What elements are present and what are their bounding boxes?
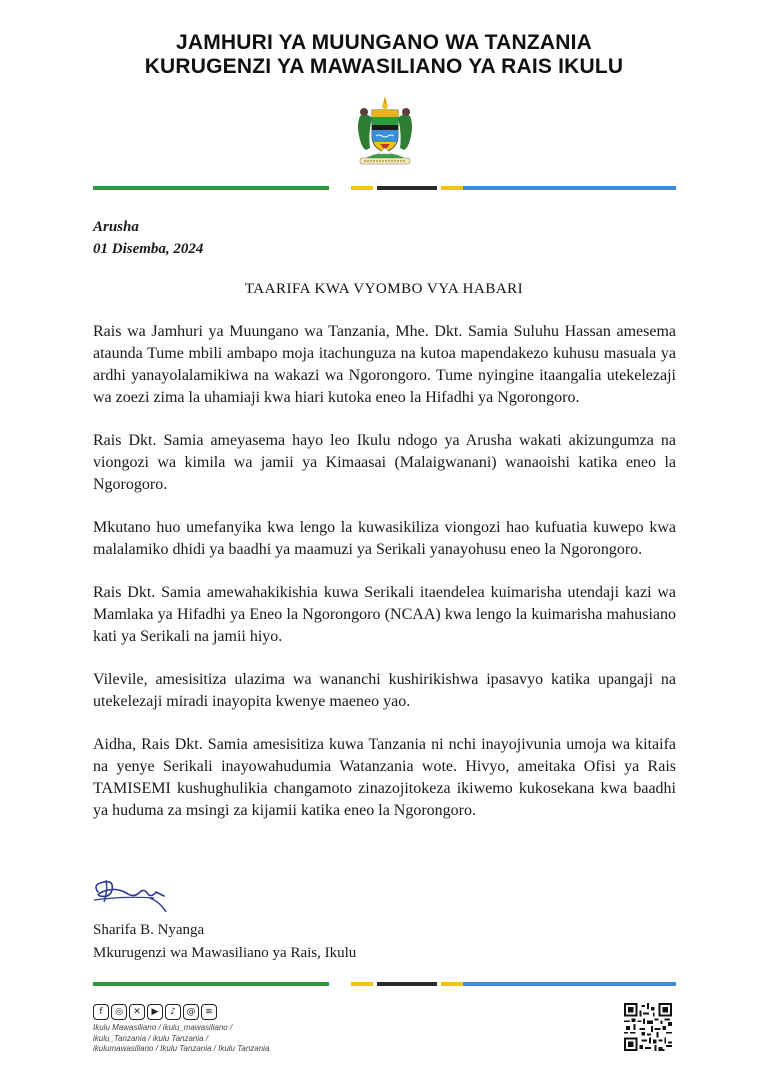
coat-of-arms-icon [350, 94, 420, 166]
body-paragraph: Vilevile, amesisitiza ulazima wa wananchi kushirikishwa ipasavyo katika upangaji na utekelezaji miradi inayopita kwenye maeneo yao. [93, 671, 676, 710]
facebook-icon[interactable]: f [93, 1004, 109, 1020]
signatory-title: Mkurugenzi wa Mawasiliano ya Rais, Ikulu [93, 945, 357, 961]
header-title-line-1: JAMHURI YA MUUNGANO WA TANZANIA [175, 31, 593, 54]
letter-date: 01 Disemba, 2024 [93, 241, 204, 257]
signatory-name: Sharifa B. Nyanga [93, 922, 205, 938]
instagram-icon[interactable]: ◎ [111, 1004, 127, 1020]
handwritten-signature [88, 872, 180, 920]
spotify-icon[interactable]: ≋ [201, 1004, 217, 1020]
x-icon[interactable]: ✕ [129, 1004, 145, 1020]
body-paragraph: Rais Dkt. Samia ameyasema hayo leo Ikulu ndogo ya Arusha wakati akizungumza na viongozi wa kimila wa jamii ya Kimaasai (Malaigwanani) wanaoishi katika eneo la Ngorogoro. [93, 432, 676, 493]
social-handles-line: ikulu_Tanzania / ikulu Tanzania / [93, 1033, 209, 1043]
body-paragraph: Mkutano huo umefanyika kwa lengo la kuwasikiliza viongozi hao kufuatia kuwepo kwa malalamiko dhidi ya baadhi ya maamuzi ya Serikali yanayohusu eneo la Ngorongoro. [93, 519, 676, 558]
document-title: TAARIFA KWA VYOMBO VYA HABARI [244, 281, 524, 297]
social-handles [93, 1023, 273, 1055]
header-divider-stripe [93, 186, 676, 190]
social-handles-line: Ikulu Mawasiliano / ikulu_mawasiliano / [93, 1023, 233, 1032]
social-handles-line: ikulumawasiliano / Ikulu Tanzania / Ikulu Tanzania [93, 1044, 270, 1053]
threads-icon[interactable]: @ [183, 1004, 199, 1020]
qr-code-icon[interactable] [624, 1003, 672, 1051]
body-paragraph: Rais Dkt. Samia amewahakikishia kuwa Serikali itaendelea kuimarisha utendaji kazi wa Mamlaka ya Hifadhi ya Eneo la Ngorongoro (NCAA) kwa lengo la kuimarisha mahusiano kati ya Serikali na jamii hiyo. [93, 584, 676, 645]
body-paragraph: Aidha, Rais Dkt. Samia amesisitiza kuwa Tanzania ni nchi inayojivunia umoja wa kitaifa na yenye Serikali inayowahudumia Watanzania wote. Hivyo, ameitaka Ofisi ya Rais TAMISEMI kushughulikia changamoto zinazojitokeza ikiwemo kukosekana kwa baadhi ya huduma za msingi za kijamii katika eneo la Ngorongoro. [93, 736, 676, 819]
header-title-line-2: KURUGENZI YA MAWASILIANO YA RAIS IKULU [144, 55, 624, 78]
tiktok-icon[interactable]: ♪ [165, 1004, 181, 1020]
social-icons [93, 1004, 217, 1020]
letter-body [93, 321, 676, 843]
body-paragraph: Rais wa Jamhuri ya Muungano wa Tanzania, Mhe. Dkt. Samia Suluhu Hassan amesema ataunda Tume mbili ambapo moja itachunguza na kutoa mapendakezo kuhusu masuala ya ardhi yanayolalamikiwa na wakazi wa Ngorongoro. Tume nyingine itaangalia utekelezaji wa zoezi zima la uhamiaji kwa hiari kutoka eneo la Hifadhi ya Ngorongoro. [93, 323, 676, 406]
letter-place: Arusha [93, 219, 139, 235]
youtube-icon[interactable]: ▶ [147, 1004, 163, 1020]
footer-divider-stripe [93, 982, 676, 986]
